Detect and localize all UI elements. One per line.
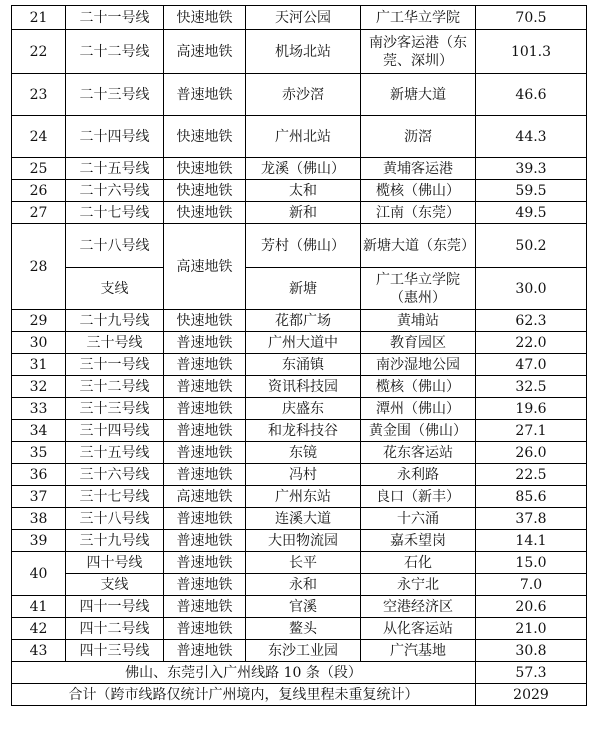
line-name: 二十七号线 — [66, 202, 164, 224]
end-station: 潭州（佛山） — [361, 398, 476, 420]
length-km: 47.0 — [476, 354, 587, 376]
end-station: 榄核（佛山） — [361, 180, 476, 202]
table-row — [12, 74, 587, 116]
table-row — [12, 596, 587, 618]
end-station: 教育园区 — [361, 332, 476, 354]
table-row — [12, 180, 587, 202]
table-row — [12, 398, 587, 420]
line-type: 普速地铁 — [164, 552, 246, 574]
line-name: 二十四号线 — [66, 116, 164, 158]
total-row — [12, 684, 587, 706]
line-no: 32 — [12, 376, 66, 398]
length-km: 22.0 — [476, 332, 587, 354]
table-row — [12, 224, 587, 268]
length-km: 101.3 — [476, 30, 587, 74]
end-station: 十六涌 — [361, 508, 476, 530]
line-no: 36 — [12, 464, 66, 486]
line-type: 普速地铁 — [164, 420, 246, 442]
line-name: 支线 — [66, 268, 164, 310]
line-type: 普速地铁 — [164, 74, 246, 116]
line-name: 三十九号线 — [66, 530, 164, 552]
table-row — [12, 116, 587, 158]
total-label: 合计（跨市线路仅统计广州境内，复线里程未重复统计） — [12, 684, 476, 706]
line-no: 23 — [12, 74, 66, 116]
length-km: 14.1 — [476, 530, 587, 552]
line-type: 快速地铁 — [164, 6, 246, 30]
line-name: 二十二号线 — [66, 30, 164, 74]
table-row — [12, 420, 587, 442]
line-no: 30 — [12, 332, 66, 354]
line-no: 22 — [12, 30, 66, 74]
end-station: 榄核（佛山） — [361, 376, 476, 398]
line-no: 26 — [12, 180, 66, 202]
table-row — [12, 158, 587, 180]
line-type: 快速地铁 — [164, 310, 246, 332]
length-km: 26.0 — [476, 442, 587, 464]
line-type: 快速地铁 — [164, 116, 246, 158]
end-station: 嘉禾望岗 — [361, 530, 476, 552]
line-type: 快速地铁 — [164, 202, 246, 224]
end-station: 良口（新丰） — [361, 486, 476, 508]
line-name: 二十六号线 — [66, 180, 164, 202]
length-km: 15.0 — [476, 552, 587, 574]
start-station: 赤沙滘 — [246, 74, 361, 116]
end-station: 南沙湿地公园 — [361, 354, 476, 376]
start-station: 东涌镇 — [246, 354, 361, 376]
length-km: 44.3 — [476, 116, 587, 158]
line-type: 快速地铁 — [164, 180, 246, 202]
table-row — [12, 552, 587, 574]
table-row — [12, 6, 587, 30]
table-row — [12, 640, 587, 662]
line-type: 普速地铁 — [164, 332, 246, 354]
length-km: 20.6 — [476, 596, 587, 618]
line-type: 普速地铁 — [164, 618, 246, 640]
line-type: 普速地铁 — [164, 530, 246, 552]
length-km: 49.5 — [476, 202, 587, 224]
line-name: 四十三号线 — [66, 640, 164, 662]
start-station: 天河公园 — [246, 6, 361, 30]
table-row — [12, 618, 587, 640]
start-station: 东镜 — [246, 442, 361, 464]
length-km: 39.3 — [476, 158, 587, 180]
table-row — [12, 354, 587, 376]
line-name: 三十六号线 — [66, 464, 164, 486]
line-type: 普速地铁 — [164, 596, 246, 618]
end-station: 永宁北 — [361, 574, 476, 596]
line-no: 41 — [12, 596, 66, 618]
line-no: 25 — [12, 158, 66, 180]
length-km: 30.8 — [476, 640, 587, 662]
line-name: 二十一号线 — [66, 6, 164, 30]
end-station: 空港经济区 — [361, 596, 476, 618]
start-station: 广州东站 — [246, 486, 361, 508]
start-station: 庆盛东 — [246, 398, 361, 420]
line-name: 三十号线 — [66, 332, 164, 354]
length-km: 19.6 — [476, 398, 587, 420]
table-row — [12, 376, 587, 398]
table-row — [12, 574, 587, 596]
line-type: 普速地铁 — [164, 442, 246, 464]
table-row — [12, 530, 587, 552]
start-station: 鳌头 — [246, 618, 361, 640]
start-station: 花都广场 — [246, 310, 361, 332]
line-type: 快速地铁 — [164, 158, 246, 180]
end-station: 新塘大道 — [361, 74, 476, 116]
line-no: 33 — [12, 398, 66, 420]
length-km: 50.2 — [476, 224, 587, 268]
end-station: 从化客运站 — [361, 618, 476, 640]
line-no: 31 — [12, 354, 66, 376]
start-station: 新和 — [246, 202, 361, 224]
line-type: 普速地铁 — [164, 398, 246, 420]
line-type: 普速地铁 — [164, 574, 246, 596]
end-station: 石化 — [361, 552, 476, 574]
length-km: 30.0 — [476, 268, 587, 310]
table-row — [12, 268, 587, 310]
line-name: 四十一号线 — [66, 596, 164, 618]
start-station: 永和 — [246, 574, 361, 596]
table-row — [12, 332, 587, 354]
line-no: 21 — [12, 6, 66, 30]
start-station: 广州大道中 — [246, 332, 361, 354]
start-station: 和龙科技谷 — [246, 420, 361, 442]
end-station: 永利路 — [361, 464, 476, 486]
end-station: 黄埔客运港 — [361, 158, 476, 180]
table-row — [12, 486, 587, 508]
start-station: 广州北站 — [246, 116, 361, 158]
start-station: 太和 — [246, 180, 361, 202]
summary-label: 佛山、东莞引入广州线路 10 条（段） — [12, 662, 476, 684]
length-km: 70.5 — [476, 6, 587, 30]
metro-lines-table — [11, 5, 587, 706]
end-station: 新塘大道（东莞） — [361, 224, 476, 268]
total-length: 2029 — [476, 684, 587, 706]
line-name: 三十七号线 — [66, 486, 164, 508]
line-name: 三十八号线 — [66, 508, 164, 530]
start-station: 机场北站 — [246, 30, 361, 74]
line-type: 普速地铁 — [164, 640, 246, 662]
line-no: 42 — [12, 618, 66, 640]
table-row — [12, 202, 587, 224]
length-km: 32.5 — [476, 376, 587, 398]
length-km: 22.5 — [476, 464, 587, 486]
table-row — [12, 508, 587, 530]
line-type: 高速地铁 — [164, 30, 246, 74]
start-station: 冯村 — [246, 464, 361, 486]
line-type: 普速地铁 — [164, 376, 246, 398]
line-no: 34 — [12, 420, 66, 442]
line-name: 支线 — [66, 574, 164, 596]
line-type: 普速地铁 — [164, 464, 246, 486]
length-km: 62.3 — [476, 310, 587, 332]
line-no: 39 — [12, 530, 66, 552]
line-type: 高速地铁 — [164, 486, 246, 508]
line-no: 37 — [12, 486, 66, 508]
table-row — [12, 464, 587, 486]
line-no: 40 — [12, 552, 66, 596]
start-station: 新塘 — [246, 268, 361, 310]
line-type: 普速地铁 — [164, 354, 246, 376]
line-name: 三十一号线 — [66, 354, 164, 376]
summary-row — [12, 662, 587, 684]
end-station: 江南（东莞） — [361, 202, 476, 224]
line-name: 三十四号线 — [66, 420, 164, 442]
length-km: 46.6 — [476, 74, 587, 116]
end-station: 广工华立学院 — [361, 6, 476, 30]
line-name: 二十九号线 — [66, 310, 164, 332]
line-no: 43 — [12, 640, 66, 662]
start-station: 芳村（佛山） — [246, 224, 361, 268]
length-km: 7.0 — [476, 574, 587, 596]
start-station: 连溪大道 — [246, 508, 361, 530]
line-name: 三十五号线 — [66, 442, 164, 464]
start-station: 龙溪（佛山） — [246, 158, 361, 180]
line-type: 高速地铁 — [164, 224, 246, 310]
start-station: 东沙工业园 — [246, 640, 361, 662]
table-row — [12, 30, 587, 74]
summary-length: 57.3 — [476, 662, 587, 684]
length-km: 59.5 — [476, 180, 587, 202]
length-km: 21.0 — [476, 618, 587, 640]
end-station: 广工华立学院（惠州） — [361, 268, 476, 310]
end-station: 沥滘 — [361, 116, 476, 158]
length-km: 37.8 — [476, 508, 587, 530]
line-type: 普速地铁 — [164, 508, 246, 530]
end-station: 广汽基地 — [361, 640, 476, 662]
line-no: 35 — [12, 442, 66, 464]
line-name: 二十三号线 — [66, 74, 164, 116]
line-name: 三十二号线 — [66, 376, 164, 398]
line-name: 四十号线 — [66, 552, 164, 574]
line-no: 27 — [12, 202, 66, 224]
line-no: 38 — [12, 508, 66, 530]
start-station: 资讯科技园 — [246, 376, 361, 398]
line-no: 29 — [12, 310, 66, 332]
start-station: 长平 — [246, 552, 361, 574]
line-name: 四十二号线 — [66, 618, 164, 640]
table-row — [12, 310, 587, 332]
line-name: 三十三号线 — [66, 398, 164, 420]
line-name: 二十五号线 — [66, 158, 164, 180]
length-km: 27.1 — [476, 420, 587, 442]
start-station: 官溪 — [246, 596, 361, 618]
line-name: 二十八号线 — [66, 224, 164, 268]
end-station: 南沙客运港（东莞、深圳） — [361, 30, 476, 74]
start-station: 大田物流园 — [246, 530, 361, 552]
table-row — [12, 442, 587, 464]
line-no: 24 — [12, 116, 66, 158]
line-no: 28 — [12, 224, 66, 310]
end-station: 花东客运站 — [361, 442, 476, 464]
length-km: 85.6 — [476, 486, 587, 508]
end-station: 黄埔站 — [361, 310, 476, 332]
end-station: 黄金围（佛山） — [361, 420, 476, 442]
